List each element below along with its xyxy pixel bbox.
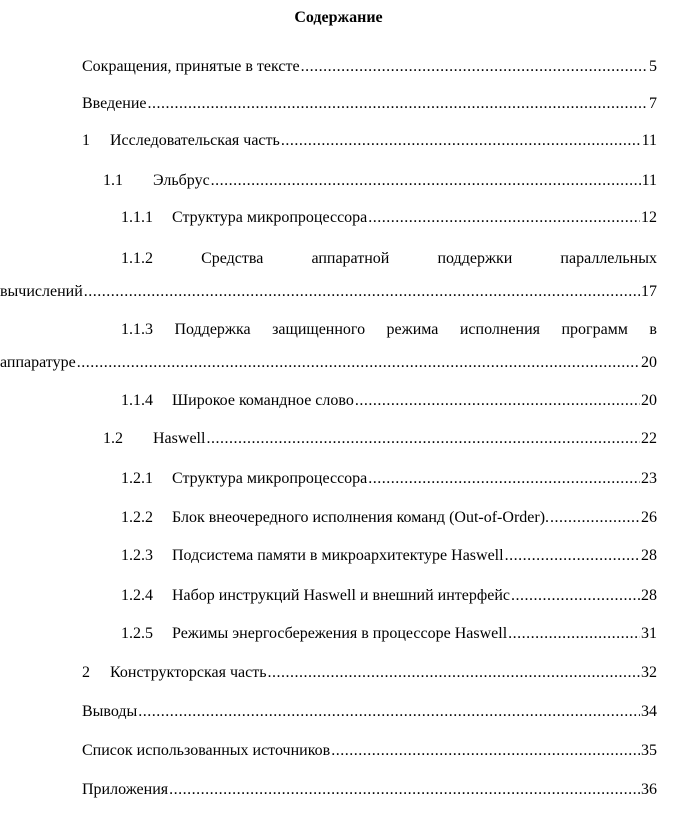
entry-page: 34 — [641, 703, 657, 720]
entry-title-word: защищенного — [272, 321, 366, 338]
entry-number: 1.2.5 — [121, 625, 153, 642]
entry-title-line2: вычислений — [0, 283, 83, 300]
dot-leader — [77, 354, 640, 372]
entry-title-word: поддержки — [437, 250, 513, 267]
entry-number: 1 — [82, 132, 90, 149]
entry-page: 36 — [641, 781, 657, 798]
entry-page: 28 — [641, 587, 657, 604]
entry-page: 11 — [641, 172, 657, 189]
entry-number: 1.1.2 — [121, 250, 153, 267]
toc-entry[interactable] — [82, 781, 657, 801]
entry-title: Блок внеочередного исполнения команд (Out-of-Order). — [172, 509, 550, 526]
toc-entry[interactable] — [121, 209, 657, 229]
entry-page: 11 — [641, 132, 657, 149]
entry-title-word: программ — [561, 321, 628, 338]
entry-page: 32 — [641, 664, 657, 681]
toc-entry[interactable] — [82, 132, 657, 152]
toc-entry-line2[interactable] — [0, 283, 657, 303]
entry-title: Выводы — [82, 703, 138, 720]
entry-number: 1.1.4 — [121, 392, 153, 409]
dot-leader — [511, 587, 640, 605]
dot-leader — [550, 509, 640, 527]
entry-number: 2 — [82, 664, 90, 681]
dot-leader — [211, 172, 641, 190]
entry-title-word: параллельных — [560, 250, 657, 267]
entry-title: Введение — [82, 95, 147, 112]
entry-title: Список использованных источников — [82, 742, 331, 759]
toc-entry[interactable] — [121, 625, 657, 645]
entry-page: 12 — [641, 209, 657, 226]
entry-page: 28 — [641, 547, 657, 564]
toc-entry[interactable] — [121, 547, 657, 567]
entry-title-word: аппаратной — [311, 250, 390, 267]
toc-entry[interactable] — [82, 664, 657, 684]
toc-entry[interactable] — [82, 703, 657, 723]
entry-page: 26 — [641, 509, 657, 526]
dot-leader — [508, 625, 640, 643]
entry-title-word: режима — [386, 321, 439, 338]
dot-leader — [331, 742, 640, 760]
entry-title: Структура микропроцессора — [172, 470, 368, 487]
entry-page: 17 — [641, 283, 657, 300]
dot-leader — [368, 209, 640, 227]
dot-leader — [505, 547, 640, 565]
entry-page: 20 — [641, 392, 657, 409]
entry-title-line2: аппаратуре — [0, 354, 76, 371]
entry-number: 1.2 — [103, 430, 123, 447]
entry-title-word: Средства — [201, 250, 264, 267]
dot-leader — [169, 781, 640, 799]
entry-number: 1.2.3 — [121, 547, 153, 564]
toc-entry[interactable] — [121, 470, 657, 490]
dot-leader — [355, 392, 640, 410]
entry-title-word: Поддержка — [174, 321, 251, 338]
dot-leader — [268, 664, 641, 682]
dot-leader — [281, 132, 641, 150]
entry-title-word: исполнения — [459, 321, 540, 338]
toc-title: Содержание — [294, 9, 383, 26]
toc-entry-line1[interactable] — [121, 250, 657, 268]
dot-leader — [148, 95, 649, 113]
entry-page: 35 — [641, 742, 657, 759]
toc-entry-line1[interactable] — [121, 321, 657, 339]
toc-entry[interactable] — [121, 509, 657, 529]
entry-title-word: в — [649, 321, 657, 338]
entry-title: Исследовательская часть — [110, 132, 280, 149]
toc-entry[interactable] — [103, 430, 657, 450]
dot-leader — [301, 58, 648, 76]
dot-leader — [206, 430, 640, 448]
entry-title: Конструкторская часть — [110, 664, 267, 681]
entry-page: 7 — [649, 95, 657, 112]
entry-title: Режимы энергосбережения в процессоре Haswell — [172, 625, 508, 642]
toc-entry[interactable] — [82, 58, 657, 78]
entry-title: Структура микропроцессора — [172, 209, 368, 226]
entry-page: 5 — [649, 58, 657, 75]
toc-entry[interactable] — [121, 587, 657, 607]
entry-page: 23 — [641, 470, 657, 487]
toc-entry[interactable] — [121, 392, 657, 412]
toc-entry-line2[interactable] — [0, 354, 657, 374]
entry-title: Эльбрус — [153, 172, 210, 189]
entry-number: 1.2.4 — [121, 587, 153, 604]
dot-leader — [84, 283, 640, 301]
entry-page: 20 — [641, 354, 657, 371]
dot-leader — [368, 470, 640, 488]
toc-entry[interactable] — [82, 95, 657, 115]
entry-title: Набор инструкций Haswell и внешний интерфейс — [172, 587, 511, 604]
entry-number: 1.1 — [103, 172, 123, 189]
entry-number: 1.1.1 — [121, 209, 153, 226]
entry-title: Haswell — [153, 430, 206, 447]
entry-number: 1.2.2 — [121, 509, 153, 526]
entry-title: Широкое командное слово — [172, 392, 354, 409]
entry-number: 1.2.1 — [121, 470, 153, 487]
entry-page: 22 — [641, 430, 657, 447]
entry-page: 31 — [641, 625, 657, 642]
entry-title: Сокращения, принятые в тексте — [82, 58, 300, 75]
toc-entry[interactable] — [103, 172, 657, 192]
entry-title: Подсистема памяти в микроархитектуре Haswell — [172, 547, 504, 564]
dot-leader — [138, 703, 640, 721]
entry-number: 1.1.3 — [121, 321, 153, 338]
entry-title: Приложения — [82, 781, 169, 798]
toc-entry[interactable] — [82, 742, 657, 762]
